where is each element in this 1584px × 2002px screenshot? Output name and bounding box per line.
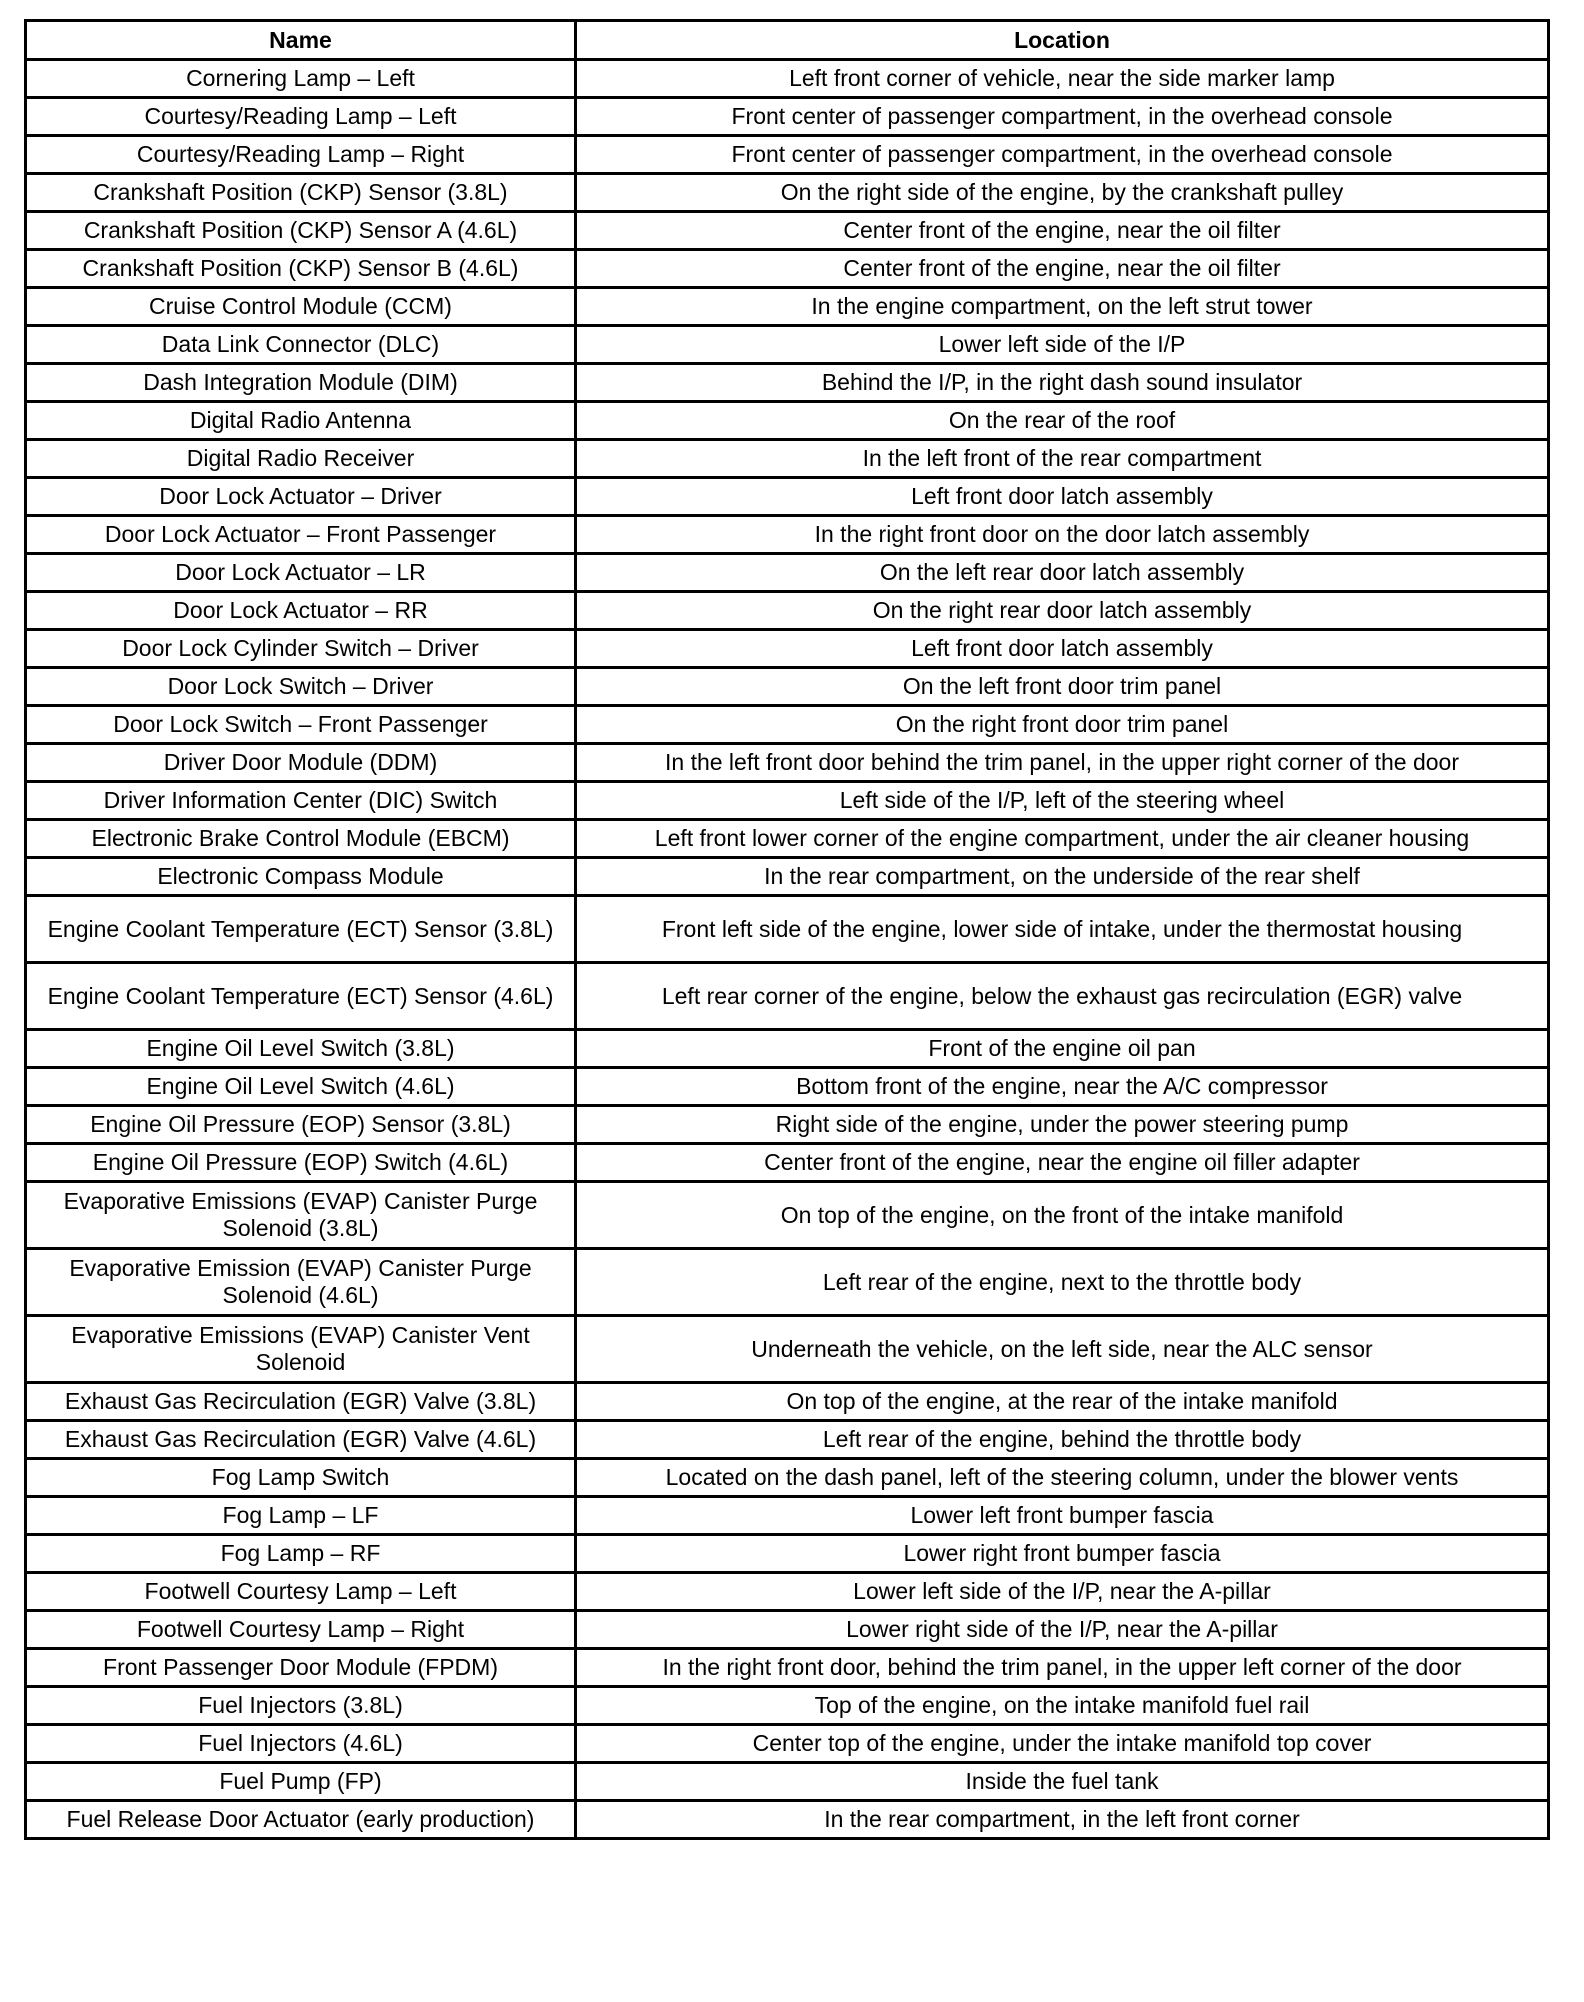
component-name-cell: Engine Oil Level Switch (4.6L)	[26, 1068, 576, 1106]
table-row	[26, 1459, 1549, 1497]
component-location-cell: Lower right front bumper fascia	[576, 1535, 1549, 1573]
component-location-cell: In the right front door, behind the trim panel, in the upper left corner of the door	[576, 1649, 1549, 1687]
component-location-cell: Right side of the engine, under the power steering pump	[576, 1106, 1549, 1144]
component-location-cell: Left rear of the engine, behind the throttle body	[576, 1421, 1549, 1459]
component-location-cell: Left front door latch assembly	[576, 478, 1549, 516]
table-row	[26, 1687, 1549, 1725]
component-name-cell: Evaporative Emission (EVAP) Canister Purge Solenoid (4.6L)	[26, 1249, 576, 1316]
table-row	[26, 60, 1549, 98]
component-name-cell: Door Lock Switch – Driver	[26, 668, 576, 706]
component-location-cell: In the left front door behind the trim panel, in the upper right corner of the door	[576, 744, 1549, 782]
component-name-cell: Engine Coolant Temperature (ECT) Sensor (4.6L)	[26, 963, 576, 1030]
table-row	[26, 250, 1549, 288]
component-name-cell: Driver Information Center (DIC) Switch	[26, 782, 576, 820]
component-name-cell: Data Link Connector (DLC)	[26, 326, 576, 364]
component-location-cell: Lower left side of the I/P, near the A-pillar	[576, 1573, 1549, 1611]
table-row	[26, 1144, 1549, 1182]
component-location-cell: In the right front door on the door latch assembly	[576, 516, 1549, 554]
table-row	[26, 896, 1549, 963]
component-name-cell: Evaporative Emissions (EVAP) Canister Vent Solenoid	[26, 1316, 576, 1383]
component-location-cell: Top of the engine, on the intake manifold fuel rail	[576, 1687, 1549, 1725]
component-name-cell: Fog Lamp Switch	[26, 1459, 576, 1497]
component-location-cell: In the engine compartment, on the left strut tower	[576, 288, 1549, 326]
component-location-cell: Left front lower corner of the engine compartment, under the air cleaner housing	[576, 820, 1549, 858]
table-row	[26, 744, 1549, 782]
table-row	[26, 1611, 1549, 1649]
table-row	[26, 1383, 1549, 1421]
component-name-cell: Door Lock Switch – Front Passenger	[26, 706, 576, 744]
component-location-cell: Lower left front bumper fascia	[576, 1497, 1549, 1535]
table-row	[26, 963, 1549, 1030]
component-location-cell: In the rear compartment, on the underside of the rear shelf	[576, 858, 1549, 896]
table-row	[26, 364, 1549, 402]
component-location-cell: Front of the engine oil pan	[576, 1030, 1549, 1068]
table-row	[26, 1801, 1549, 1839]
table-row	[26, 1249, 1549, 1316]
component-name-cell: Digital Radio Antenna	[26, 402, 576, 440]
component-name-cell: Engine Oil Pressure (EOP) Switch (4.6L)	[26, 1144, 576, 1182]
component-name-cell: Door Lock Actuator – RR	[26, 592, 576, 630]
table-row	[26, 326, 1549, 364]
header-row	[26, 21, 1549, 60]
component-location-cell: Left front corner of vehicle, near the side marker lamp	[576, 60, 1549, 98]
table-body	[26, 60, 1549, 1839]
component-location-cell: Bottom front of the engine, near the A/C compressor	[576, 1068, 1549, 1106]
component-name-cell: Digital Radio Receiver	[26, 440, 576, 478]
table-row	[26, 1068, 1549, 1106]
component-location-cell: Front center of passenger compartment, in the overhead console	[576, 98, 1549, 136]
component-location-table	[24, 19, 1550, 1840]
table-row	[26, 858, 1549, 896]
component-name-cell: Engine Oil Level Switch (3.8L)	[26, 1030, 576, 1068]
component-name-cell: Engine Coolant Temperature (ECT) Sensor (3.8L)	[26, 896, 576, 963]
table-row	[26, 516, 1549, 554]
table-row	[26, 630, 1549, 668]
table-row	[26, 592, 1549, 630]
component-name-cell: Door Lock Cylinder Switch – Driver	[26, 630, 576, 668]
component-name-cell: Door Lock Actuator – Front Passenger	[26, 516, 576, 554]
component-location-cell: Behind the I/P, in the right dash sound insulator	[576, 364, 1549, 402]
component-location-cell: On the left front door trim panel	[576, 668, 1549, 706]
component-location-cell: Front center of passenger compartment, in the overhead console	[576, 136, 1549, 174]
table-row	[26, 706, 1549, 744]
component-name-cell: Front Passenger Door Module (FPDM)	[26, 1649, 576, 1687]
table-row	[26, 212, 1549, 250]
table-row	[26, 1421, 1549, 1459]
component-name-cell: Fog Lamp – RF	[26, 1535, 576, 1573]
table-row	[26, 440, 1549, 478]
table-row	[26, 478, 1549, 516]
component-location-cell: Left rear corner of the engine, below the exhaust gas recirculation (EGR) valve	[576, 963, 1549, 1030]
component-location-cell: On the right rear door latch assembly	[576, 592, 1549, 630]
component-name-cell: Cornering Lamp – Left	[26, 60, 576, 98]
component-name-cell: Fuel Injectors (3.8L)	[26, 1687, 576, 1725]
component-name-cell: Door Lock Actuator – Driver	[26, 478, 576, 516]
component-location-cell: Located on the dash panel, left of the steering column, under the blower vents	[576, 1459, 1549, 1497]
component-name-cell: Footwell Courtesy Lamp – Right	[26, 1611, 576, 1649]
component-location-cell: Center front of the engine, near the engine oil filler adapter	[576, 1144, 1549, 1182]
component-location-cell: In the left front of the rear compartment	[576, 440, 1549, 478]
component-name-cell: Engine Oil Pressure (EOP) Sensor (3.8L)	[26, 1106, 576, 1144]
component-location-cell: Center front of the engine, near the oil filter	[576, 212, 1549, 250]
component-name-cell: Exhaust Gas Recirculation (EGR) Valve (3.8L)	[26, 1383, 576, 1421]
component-name-cell: Dash Integration Module (DIM)	[26, 364, 576, 402]
component-name-cell: Fuel Release Door Actuator (early production)	[26, 1801, 576, 1839]
table-row	[26, 1535, 1549, 1573]
component-name-cell: Electronic Brake Control Module (EBCM)	[26, 820, 576, 858]
header-location: Location	[576, 21, 1549, 60]
table-row	[26, 98, 1549, 136]
table-row	[26, 1316, 1549, 1383]
component-location-cell: Front left side of the engine, lower side of intake, under the thermostat housing	[576, 896, 1549, 963]
component-location-cell: On top of the engine, on the front of the intake manifold	[576, 1182, 1549, 1249]
component-location-cell: On the left rear door latch assembly	[576, 554, 1549, 592]
component-location-cell: On the right side of the engine, by the crankshaft pulley	[576, 174, 1549, 212]
component-location-cell: On the right front door trim panel	[576, 706, 1549, 744]
table-row	[26, 1763, 1549, 1801]
table-row	[26, 402, 1549, 440]
component-name-cell: Fuel Injectors (4.6L)	[26, 1725, 576, 1763]
component-name-cell: Courtesy/Reading Lamp – Left	[26, 98, 576, 136]
component-name-cell: Crankshaft Position (CKP) Sensor B (4.6L)	[26, 250, 576, 288]
table-row	[26, 554, 1549, 592]
component-name-cell: Fuel Pump (FP)	[26, 1763, 576, 1801]
component-name-cell: Crankshaft Position (CKP) Sensor (3.8L)	[26, 174, 576, 212]
table-row	[26, 1030, 1549, 1068]
component-name-cell: Door Lock Actuator – LR	[26, 554, 576, 592]
component-name-cell: Cruise Control Module (CCM)	[26, 288, 576, 326]
component-name-cell: Electronic Compass Module	[26, 858, 576, 896]
component-location-cell: Lower right side of the I/P, near the A-pillar	[576, 1611, 1549, 1649]
component-location-cell: Left rear of the engine, next to the throttle body	[576, 1249, 1549, 1316]
table-row	[26, 1649, 1549, 1687]
component-location-cell: Center front of the engine, near the oil filter	[576, 250, 1549, 288]
component-location-cell: Inside the fuel tank	[576, 1763, 1549, 1801]
component-location-cell: Left side of the I/P, left of the steering wheel	[576, 782, 1549, 820]
component-location-cell: Left front door latch assembly	[576, 630, 1549, 668]
table-row	[26, 1725, 1549, 1763]
table-row	[26, 174, 1549, 212]
component-name-cell: Footwell Courtesy Lamp – Left	[26, 1573, 576, 1611]
component-name-cell: Courtesy/Reading Lamp – Right	[26, 136, 576, 174]
table-row	[26, 820, 1549, 858]
component-name-cell: Fog Lamp – LF	[26, 1497, 576, 1535]
table-row	[26, 136, 1549, 174]
table-row	[26, 1497, 1549, 1535]
table-row	[26, 1182, 1549, 1249]
table-row	[26, 782, 1549, 820]
table-row	[26, 1573, 1549, 1611]
component-location-cell: On top of the engine, at the rear of the intake manifold	[576, 1383, 1549, 1421]
component-location-cell: In the rear compartment, in the left front corner	[576, 1801, 1549, 1839]
table-row	[26, 668, 1549, 706]
component-name-cell: Driver Door Module (DDM)	[26, 744, 576, 782]
component-name-cell: Evaporative Emissions (EVAP) Canister Purge Solenoid (3.8L)	[26, 1182, 576, 1249]
component-location-cell: Underneath the vehicle, on the left side, near the ALC sensor	[576, 1316, 1549, 1383]
component-location-cell: On the rear of the roof	[576, 402, 1549, 440]
table-row	[26, 288, 1549, 326]
component-location-cell: Center top of the engine, under the intake manifold top cover	[576, 1725, 1549, 1763]
component-name-cell: Exhaust Gas Recirculation (EGR) Valve (4.6L)	[26, 1421, 576, 1459]
component-name-cell: Crankshaft Position (CKP) Sensor A (4.6L)	[26, 212, 576, 250]
table-row	[26, 1106, 1549, 1144]
header-name: Name	[26, 21, 576, 60]
component-location-cell: Lower left side of the I/P	[576, 326, 1549, 364]
